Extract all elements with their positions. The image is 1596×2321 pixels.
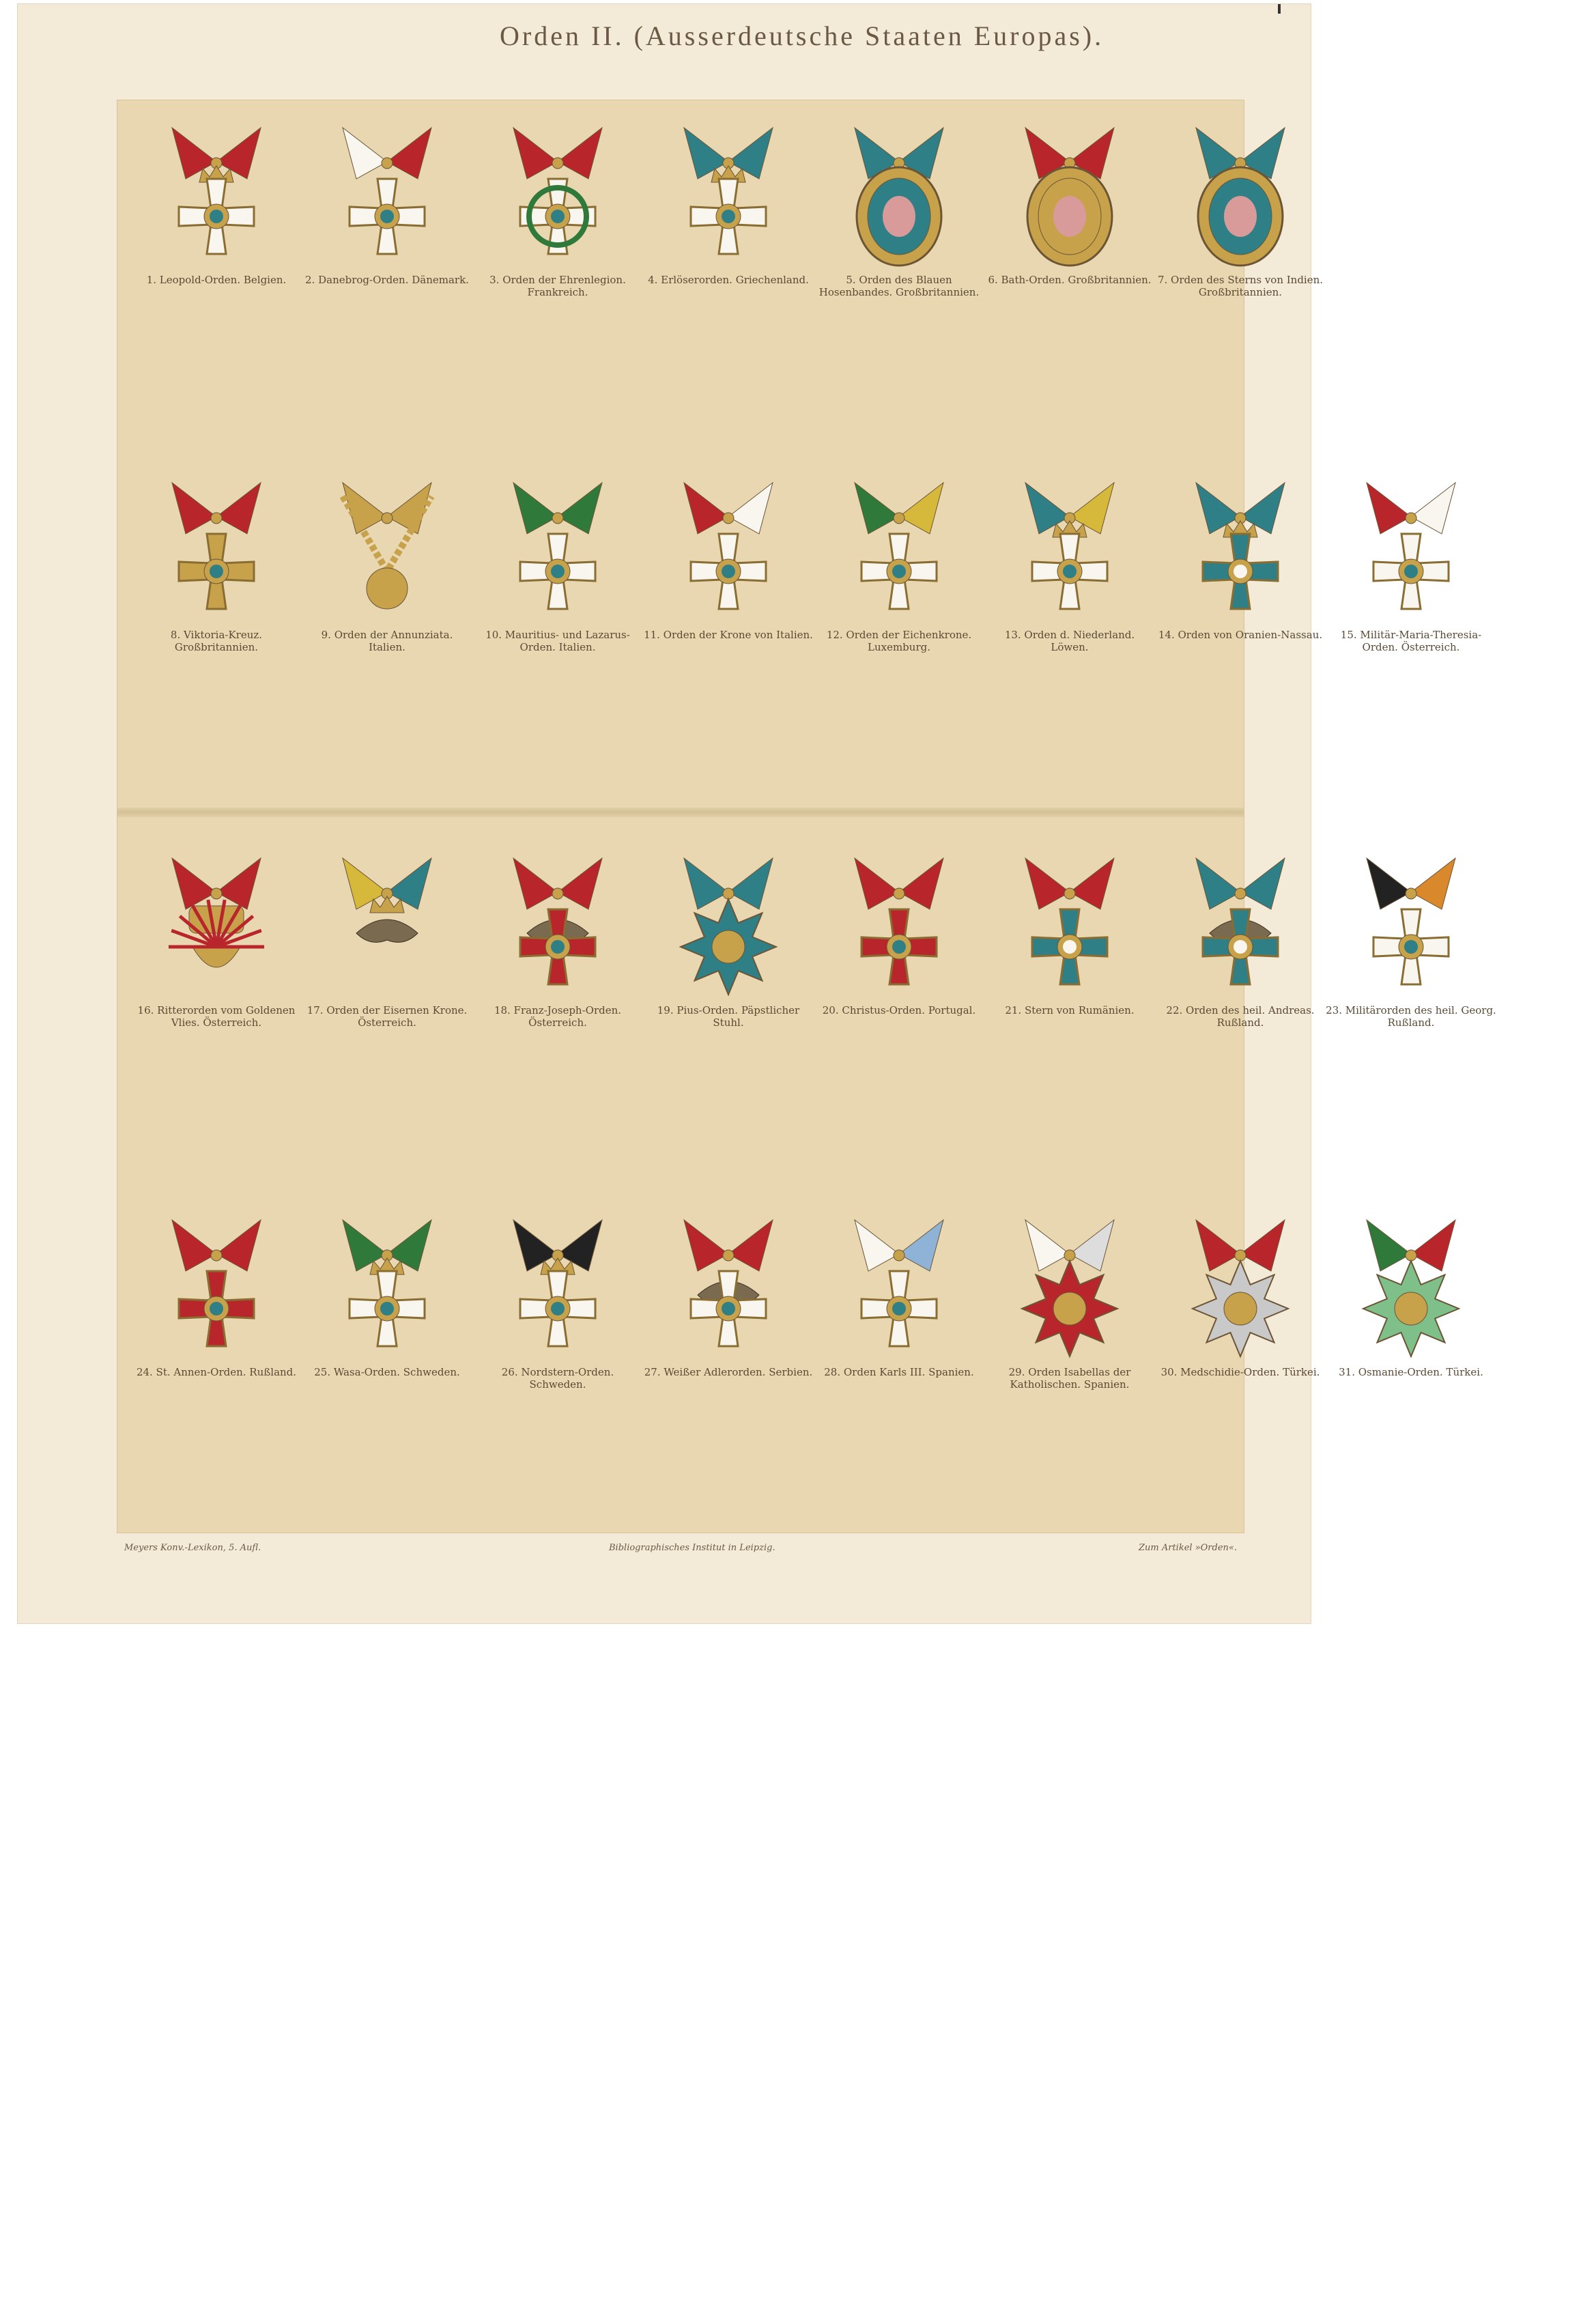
ribbon (172, 483, 261, 534)
garter-icon (857, 167, 941, 266)
red-cross-icon (179, 1271, 254, 1346)
order-medal (984, 469, 1155, 674)
ribbon (1196, 858, 1285, 909)
medal-illustration (1169, 114, 1312, 271)
medal-caption: 6. Bath-Orden. Großbritannien. (988, 274, 1152, 286)
ribbon (513, 858, 602, 909)
ribbon (684, 483, 773, 534)
ribbon (172, 858, 261, 909)
medal-illustration (315, 844, 459, 1001)
medal-row-2 (131, 469, 1482, 674)
medal-caption: 9. Orden der Annunziata. Italien. (321, 629, 453, 653)
royal-crown-cross-icon (179, 166, 254, 254)
medal-illustration (486, 114, 629, 271)
order-medal (643, 469, 814, 674)
order-medal (643, 114, 814, 319)
medal-caption: 11. Orden der Krone von Italien. (644, 629, 813, 641)
medal-illustration (1169, 1206, 1312, 1363)
medal-illustration (657, 469, 800, 626)
order-medal (1155, 469, 1326, 674)
footer-left: Meyers Konv.-Lexikon, 5. Aufl. (124, 1543, 261, 1553)
order-medal (1326, 1206, 1496, 1411)
star-badge-icon (681, 899, 776, 995)
medal-caption: 14. Orden von Oranien-Nassau. (1158, 629, 1323, 641)
medal-caption: 13. Orden d. Niederland. Löwen. (1004, 629, 1135, 653)
medal-illustration (145, 469, 288, 626)
medal-caption: 8. Viktoria-Kreuz. Großbritannien. (170, 629, 263, 653)
order-medal (1155, 844, 1326, 1049)
order-medal (472, 114, 643, 319)
medal-caption: 24. St. Annen-Orden. Rußland. (136, 1366, 297, 1378)
order-medal (1155, 1206, 1326, 1411)
ribbon (1025, 858, 1114, 909)
order-medal (472, 844, 643, 1049)
order-medal (302, 469, 472, 674)
medal-caption: 17. Orden der Eisernen Krone. Österreich. (307, 1004, 468, 1029)
oval-badge-icon (1027, 167, 1112, 266)
eagle-cross-icon (691, 1271, 766, 1346)
order-medal (302, 114, 472, 319)
ribbon (513, 483, 602, 534)
star-badge-icon (1363, 1261, 1459, 1356)
medal-illustration (657, 1206, 800, 1363)
order-medal (643, 1206, 814, 1411)
medal-caption: 21. Stern von Rumänien. (1005, 1004, 1135, 1016)
white-cross-icon (861, 1271, 937, 1346)
star-badge-icon (1193, 1261, 1288, 1356)
medal-illustration (998, 114, 1141, 271)
medal-illustration (827, 1206, 971, 1363)
medal-illustration (145, 114, 288, 271)
plate-title: Orden II. (Ausserdeutsche Staaten Europas). (500, 20, 1105, 51)
medal-illustration (998, 1206, 1141, 1363)
order-medal (1155, 114, 1326, 319)
medal-caption: 27. Weißer Adlerorden. Serbien. (644, 1366, 813, 1378)
order-medal (984, 1206, 1155, 1411)
order-medal (302, 1206, 472, 1411)
order-medal (984, 114, 1155, 319)
medal-caption: 3. Orden der Ehrenlegion. Frankreich. (489, 274, 626, 298)
medal-illustration (1339, 844, 1483, 1001)
eagle-cross-icon (520, 909, 595, 984)
medal-illustration (315, 469, 459, 626)
ribbon (855, 1220, 943, 1271)
medal-caption: 1. Leopold-Orden. Belgien. (146, 274, 287, 286)
medal-illustration (998, 469, 1141, 626)
white-cross-icon (691, 534, 766, 609)
medal-illustration (1169, 844, 1312, 1001)
medal-caption: 15. Militär-Maria-Theresia-Orden. Österreich. (1340, 629, 1482, 653)
star-badge-icon (1022, 1261, 1117, 1356)
cross-pattee-icon (179, 534, 254, 609)
medal-illustration (657, 114, 800, 271)
ribbon (343, 128, 431, 179)
white-cross-icon (1373, 534, 1449, 609)
footer-center: Bibliographisches Institut in Leipzig. (609, 1543, 775, 1553)
royal-crown-cross-icon (520, 1258, 595, 1346)
medal-illustration (486, 469, 629, 626)
center-fold (117, 808, 1244, 817)
medal-caption: 7. Orden des Sterns von Indien. Großbritannien. (1157, 274, 1324, 298)
eagle-cross-icon (1203, 909, 1278, 984)
medal-illustration (145, 1206, 288, 1363)
order-medal (131, 114, 302, 319)
fleece-icon (169, 900, 264, 967)
order-medal (472, 1206, 643, 1411)
medal-illustration (315, 114, 459, 271)
order-medal (814, 844, 984, 1049)
order-medal (984, 844, 1155, 1049)
medal-caption: 22. Orden des heil. Andreas. Rußland. (1166, 1004, 1315, 1029)
color-plate (117, 20, 1496, 1553)
medal-caption: 26. Nordstern-Orden. Schweden. (501, 1366, 614, 1391)
order-medal (814, 114, 984, 319)
order-medal (643, 844, 814, 1049)
order-medal (131, 469, 302, 674)
medal-caption: 2. Danebrog-Orden. Dänemark. (305, 274, 469, 286)
oval-badge-icon (1198, 167, 1283, 266)
medal-caption: 28. Orden Karls III. Spanien. (824, 1366, 974, 1378)
order-medal (302, 844, 472, 1049)
ribbon (172, 1220, 261, 1271)
medal-caption: 23. Militärorden des heil. Georg. Rußland. (1326, 1004, 1496, 1029)
medal-caption: 20. Christus-Orden. Portugal. (822, 1004, 976, 1016)
medal-illustration (657, 844, 800, 1001)
ribbon (1367, 858, 1455, 909)
footer-right: Zum Artikel »Orden«. (1138, 1543, 1237, 1553)
medal-row-3 (131, 844, 1496, 1049)
medal-caption: 30. Medschidie-Orden. Türkei. (1160, 1366, 1320, 1378)
white-cross-icon (861, 534, 937, 609)
medal-illustration (145, 844, 288, 1001)
medal-caption: 12. Orden der Eichenkrone. Luxemburg. (826, 629, 972, 653)
order-medal (472, 469, 643, 674)
medal-illustration (315, 1206, 459, 1363)
order-medal (1326, 469, 1496, 674)
medal-caption: 19. Pius-Orden. Päpstlicher Stuhl. (657, 1004, 800, 1029)
medal-caption: 18. Franz-Joseph-Orden. Österreich. (494, 1004, 622, 1029)
blue-cross-icon (1032, 909, 1107, 984)
medal-illustration (1339, 469, 1483, 626)
ribbon (513, 128, 602, 179)
medal-caption: 29. Orden Isabellas der Katholischen. Spanien. (1008, 1366, 1131, 1391)
royal-crown-cross-icon (350, 1258, 425, 1346)
medal-illustration (827, 469, 971, 626)
medal-illustration (486, 1206, 629, 1363)
paper-sheet (18, 4, 1496, 1623)
order-medal (814, 1206, 984, 1411)
scan-artifact (1278, 4, 1281, 14)
royal-crown-cross-icon (691, 166, 766, 254)
white-cross-icon (1373, 909, 1449, 984)
medal-illustration (1339, 1206, 1483, 1363)
order-medal (814, 469, 984, 674)
ribbon (343, 483, 431, 534)
ribbon (855, 858, 943, 909)
medal-caption: 16. Ritterorden vom Goldenen Vlies. Österreich. (137, 1004, 296, 1029)
ribbon (1367, 483, 1455, 534)
medal-illustration (998, 844, 1141, 1001)
star-cross-icon (520, 179, 595, 254)
order-medal (131, 844, 302, 1049)
medal-caption: 10. Mauritius- und Lazarus-Orden. Italien. (485, 629, 630, 653)
trefoil-cross-icon (520, 534, 595, 609)
ribbon (855, 483, 943, 534)
medal-row-1 (131, 114, 1324, 319)
order-medal (131, 1206, 302, 1411)
medal-illustration (1169, 469, 1312, 626)
medal-caption: 31. Osmanie-Orden. Türkei. (1339, 1366, 1483, 1378)
royal-crown-cross-icon (1032, 521, 1107, 609)
medal-illustration (486, 844, 629, 1001)
ribbon (684, 1220, 773, 1271)
royal-crown-cross-icon (1203, 521, 1278, 609)
red-cross-icon (861, 909, 937, 984)
medal-caption: 5. Orden des Blauen Hosenbandes. Großbritannien. (818, 274, 980, 298)
order-medal (1326, 844, 1496, 1049)
medal-illustration (827, 114, 971, 271)
white-cross-icon (350, 179, 425, 254)
medal-caption: 25. Wasa-Orden. Schweden. (314, 1366, 460, 1378)
medal-illustration (827, 844, 971, 1001)
medal-row-4 (131, 1206, 1483, 1411)
medal-caption: 4. Erlöserorden. Griechenland. (648, 274, 809, 286)
